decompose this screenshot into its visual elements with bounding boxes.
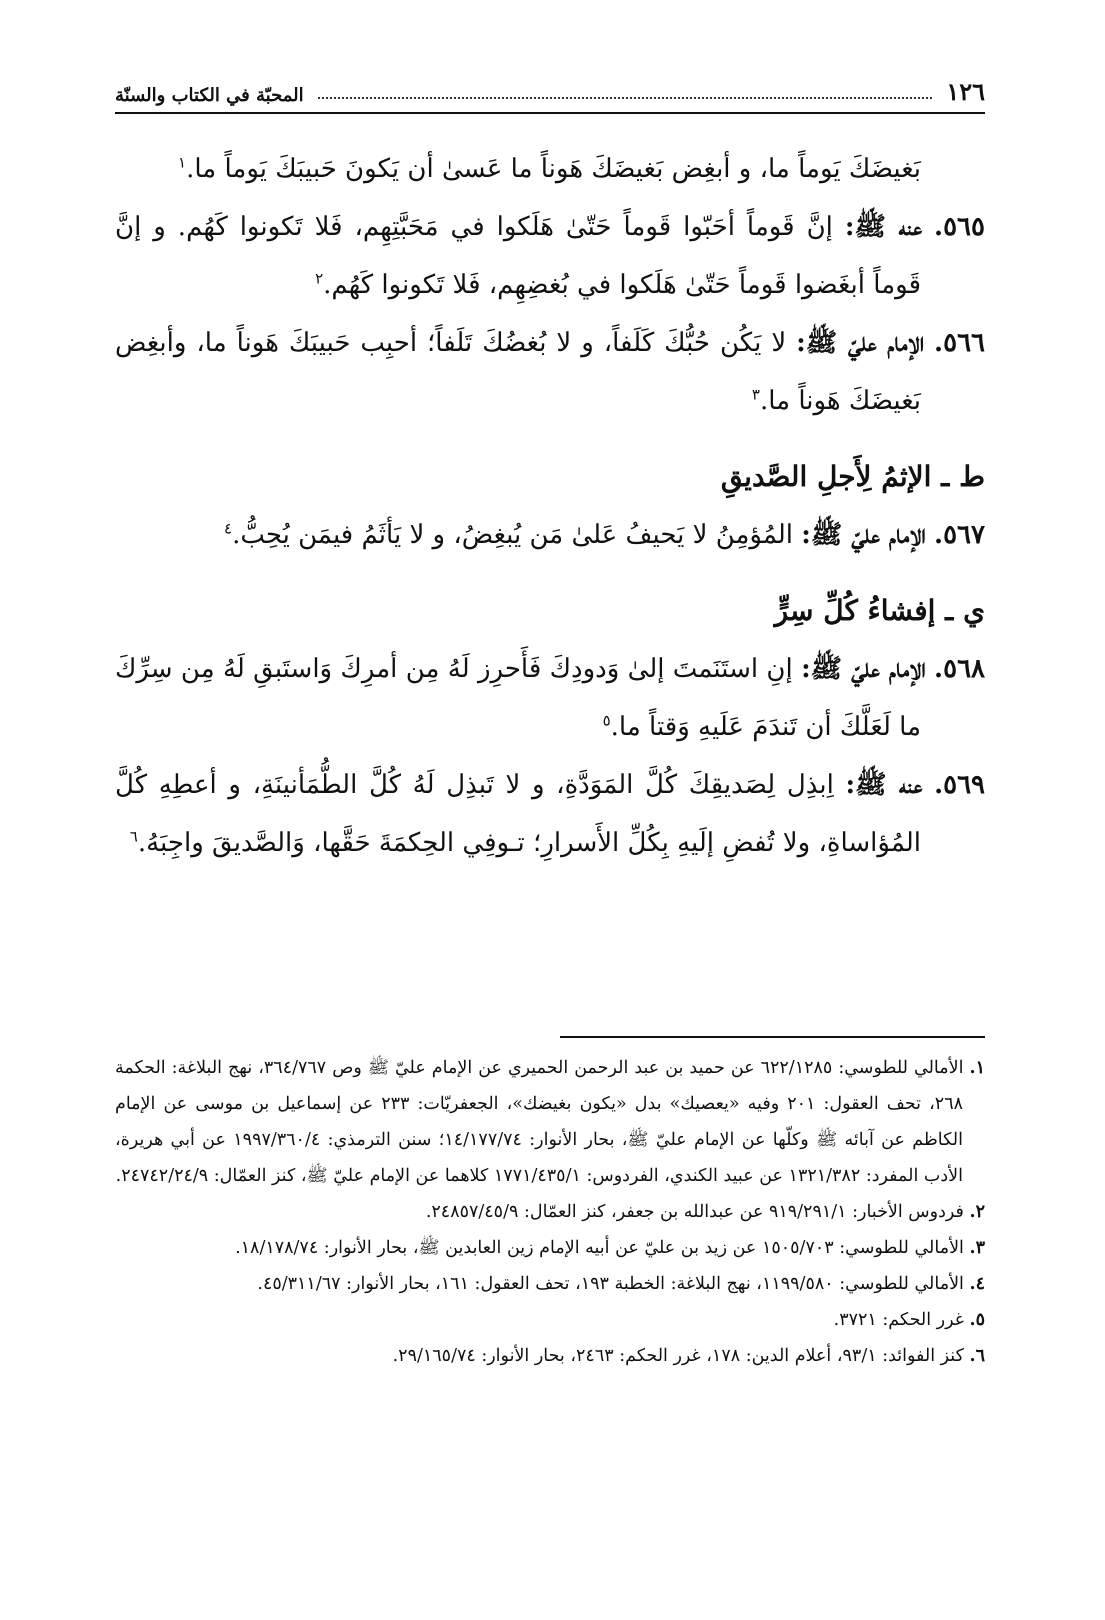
footnote-5 — [115, 1302, 985, 1338]
footnote-ref: ٤ — [224, 519, 233, 538]
footnote-text: الأمالي للطوسي: ١٥٠٥/٧٠٣ عن زيد بن عليّ عن أبيه الإمام زين العابدين ﷺ، بحار الأنوار: ١٨/١٧٨/٧٤. — [235, 1238, 964, 1258]
hadith-source: الإمام عليّ ﷺ: — [801, 520, 926, 550]
hadith-number: ٥٦٩. — [934, 770, 986, 800]
footnote-separator — [560, 1036, 985, 1038]
footnote-ref: ٣ — [751, 385, 760, 404]
hadith-text: اِبذِل لِصَديقِكَ كُلَّ المَوَدَّةِ، و لا تَبذِل لَهُ كُلَّ الطُّمَأنينَةِ، و أعطِهِ كُلَّ المُؤاساةِ، ولا تُفضِ إلَيهِ بِكُلِّ الأَسرارِ؛ تـوفِي الحِكمَةَ حَقَّها، وَالصَّديقَ واجِبَهُ. — [115, 770, 921, 858]
hadith-568 — [115, 640, 985, 756]
footnote-ref: ٢ — [315, 269, 324, 288]
hadith-567 — [115, 506, 985, 564]
hadith-569 — [115, 756, 985, 872]
header-dot-leader — [318, 97, 933, 99]
hadith-number: ٥٦٧. — [934, 520, 985, 550]
footnote-number: ٥. — [969, 1310, 985, 1330]
footnote-3 — [115, 1230, 985, 1266]
footnote-ref: ٦ — [129, 827, 138, 846]
header-rule — [115, 112, 985, 114]
footnote-number: ٦. — [969, 1346, 985, 1366]
footnote-number: ١. — [969, 1058, 985, 1078]
hadith-number: ٥٦٥. — [934, 212, 985, 242]
section-heading-y: ي ـ إفشاءُ كُلِّ سِرٍّ — [774, 594, 985, 627]
footnote-ref: ١ — [178, 153, 187, 172]
page-number: ١٢٦ — [946, 77, 985, 106]
footnote-2 — [115, 1194, 985, 1230]
footnotes — [115, 1050, 985, 1374]
main-text — [115, 140, 985, 872]
continued-hadith — [115, 140, 985, 198]
hadith-source: الإمام عليّ ﷺ: — [796, 328, 925, 358]
footnote-text: كنز الفوائد: ٩٣/١، أعلام الدين: ١٧٨، غرر الحكم: ٢٤٦٣، بحار الأنوار: ٢٩/١٦٥/٧٤. — [392, 1346, 964, 1366]
hadith-number: ٥٦٨. — [934, 654, 986, 684]
hadith-566 — [115, 314, 985, 430]
footnote-number: ٤. — [969, 1274, 985, 1294]
footnote-text: الأمالي للطوسي: ٦٢٢/١٢٨٥ عن حميد بن عبد الرحمن الحميري عن الإمام عليّ ﷺ وص ٣٦٤/٧٦٧، نهج البلاغة: الحكمة ٢٦٨، تحف العقول: ٢٠١ وفيه «يعصيك» بدل «يكون بغيضك»، الجعفريّات: ٢٣٣ عن إسماعيل بن موسى عن الإمام الكاظم عن آبائه ﷺ وكلّها عن الإمام عليّ ﷺ، بحار الأنوار: ١٤/١٧٧/٧٤؛ سنن الترمذي: ١٩٩٧/٣٦٠/٤ عن أبي هريرة، الأدب المفرد: ١٣٢١/٣٨٢ عن عبيد الكندي، الفردوس: ١٧٧١/٤٣٥/١ كلاهما عن الإمام عليّ ﷺ، كنز العمّال: ٢٤٧٤٢/٢٤/٩. — [115, 1058, 964, 1186]
hadith-source: عنه ﷺ: — [844, 212, 923, 242]
hadith-text: لا يَكُن حُبُّكَ كَلَفاً، و لا بُغضُكَ تَلَفاً؛ أحبِب حَبيبَكَ هَوناً ما، وأبغِض بَغيضَكَ هَوناً ما. — [115, 328, 921, 416]
footnote-text: الأمالي للطوسي: ١١٩٩/٥٨٠، نهج البلاغة: الخطبة ١٩٣، تحف العقول: ١٦١، بحار الأنوار: ٤٥/٣١١/٦٧. — [257, 1274, 964, 1294]
footnote-ref: ٥ — [602, 711, 611, 730]
footnote-text: غرر الحكم: ٣٧٢١. — [833, 1310, 964, 1330]
running-title: المحبّة في الكتاب والسنّة — [115, 85, 304, 106]
footnote-6 — [115, 1338, 985, 1374]
footnote-number: ٣. — [969, 1238, 985, 1258]
page-header — [115, 72, 985, 106]
hadith-source: الإمام عليّ ﷺ: — [801, 654, 926, 684]
footnote-text: فردوس الأخبار: ٩١٩/٢٩١/١ عن عبدالله بن جعفر، كنز العمّال: ٢٤٨٥٧/٤٥/٩. — [425, 1202, 964, 1222]
hadith-text: إنَّ قَوماً أحَبّوا قَوماً حَتّىٰ هَلَكوا في مَحَبَّتِهِم، فَلا تَكونوا كَهُم. و إنَّ قَوماً أبغَضوا قَوماً حَتّىٰ هَلَكوا في بُغضِهِم، فَلا تَكونوا كَهُم. — [115, 212, 921, 300]
hadith-text: المُؤمِنُ لا يَحيفُ عَلىٰ مَن يُبغِضُ، و لا يَأثَمُ فيمَن يُحِبُّ. — [232, 520, 794, 550]
section-heading-t: ط ـ الإثمُ لِأَجلِ الصَّديقِ — [720, 460, 985, 493]
hadith-text: بَغيضَكَ يَوماً ما، و أبغِض بَغيضَكَ هَوناً ما عَسىٰ أن يَكونَ حَبيبَكَ يَوماً ما. — [186, 154, 921, 184]
hadith-text: إنِ استَنَمتَ إلىٰ وَدودِكَ فَأَحرِز لَهُ مِن أمرِكَ وَاستَبقِ لَهُ مِن سِرِّكَ ما لَعَلَّكَ أن تَندَمَ عَلَيهِ وَقتاً ما. — [115, 654, 921, 742]
footnote-1 — [115, 1050, 985, 1194]
hadith-number: ٥٦٦. — [934, 328, 986, 358]
hadith-source: عنه ﷺ: — [845, 770, 923, 800]
hadith-565 — [115, 198, 985, 314]
footnote-number: ٢. — [969, 1202, 985, 1222]
footnote-4 — [115, 1266, 985, 1302]
